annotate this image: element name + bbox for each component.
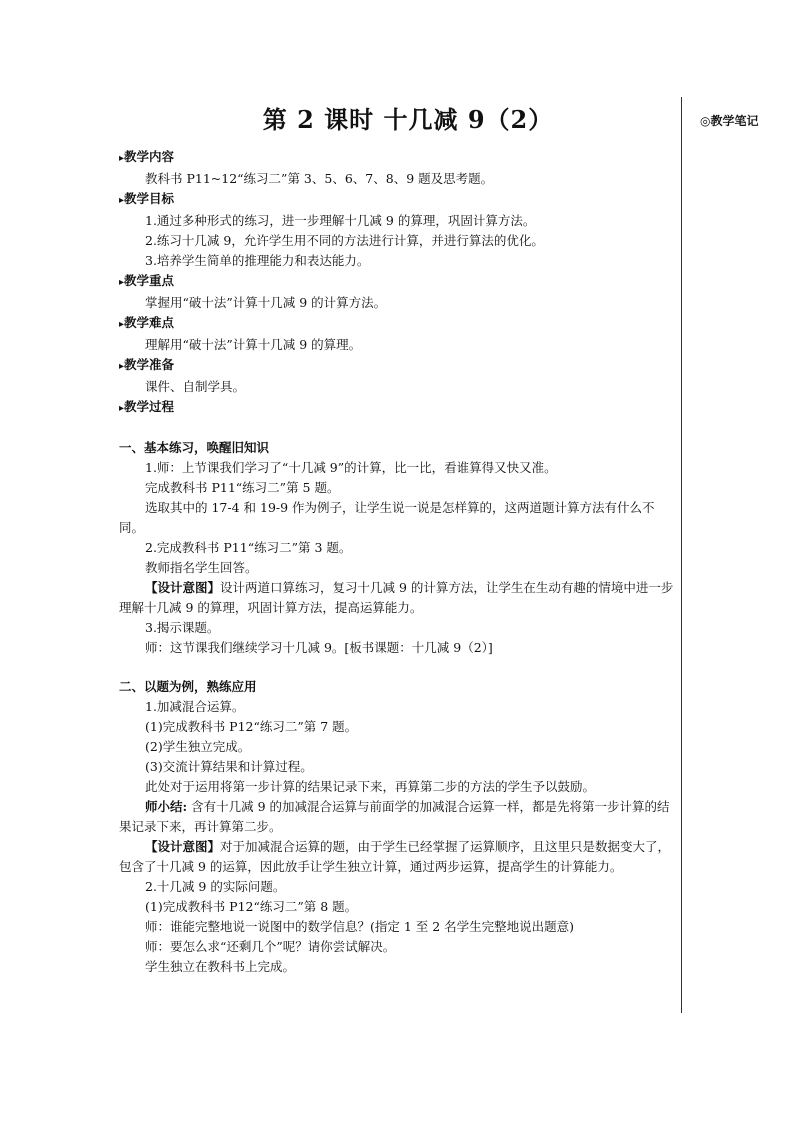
design-intent-label: 【设计意图】 xyxy=(145,839,221,854)
preparation-text: 课件、自制学具。 xyxy=(145,379,246,394)
paragraph: 此处对于运用将第一步计算的结果记录下来，再算第二步的方法的学生予以鼓励。 xyxy=(145,779,596,794)
key-point-text: 掌握用“破十法”计算十几减 9 的计算方法。 xyxy=(145,295,387,310)
bullet-icon: ▸ xyxy=(119,277,125,288)
notes-column-divider xyxy=(681,97,682,1013)
paragraph: 2.十几减 9 的实际问题。 xyxy=(145,879,286,894)
paragraph: 1.师：上节课我们学习了“十几减 9”的计算，比一比，看谁算得又快又准。 xyxy=(145,460,557,475)
section-heading-preparation: ▸教学准备 xyxy=(119,357,175,372)
goal-item: 2.练习十几减 9，允许学生用不同的方法进行计算，并进行算法的优化。 xyxy=(145,233,544,248)
paragraph: (2)学生独立完成。 xyxy=(145,739,251,754)
section-heading-key-points: ▸教学重点 xyxy=(119,273,175,288)
paragraph: 师：要怎么求“还剩几个”呢？请你尝试解决。 xyxy=(145,939,396,954)
design-intent-paragraph: 【设计意图】对于加减混合运算的题，由于学生已经掌握了运算顺序，且这里只是数据变大了，包含了十几减 9 的运算，因此放手让学生独立计算，通过两步运算，提高学生的计算能力。 xyxy=(119,839,671,874)
goal-item: 3.培养学生简单的推理能力和表达能力。 xyxy=(145,253,370,268)
paragraph: 完成教科书 P11“练习二”第 5 题。 xyxy=(145,480,340,495)
design-intent-label: 【设计意图】 xyxy=(145,580,221,595)
paragraph: 1.加减混合运算。 xyxy=(145,699,245,714)
goal-item: 1.通过多种形式的练习，进一步理解十几减 9 的算理，巩固计算方法。 xyxy=(145,213,536,228)
paragraph: (1)完成教科书 P12“练习二”第 8 题。 xyxy=(145,899,358,914)
paragraph: 3.揭示课题。 xyxy=(145,620,220,635)
lesson-plan-body xyxy=(119,100,677,977)
paragraph: 选取其中的 17-4 和 19-9 作为例子，让学生说一说是怎样算的，这两道题计算方法有什么不同。 xyxy=(119,500,655,535)
section-heading-goals: ▸教学目标 xyxy=(119,191,175,206)
section-heading-difficulty: ▸教学难点 xyxy=(119,315,175,330)
paragraph: 师：谁能完整地说一说图中的数学信息？(指定 1 至 2 名学生完整地说出题意) xyxy=(145,919,575,934)
part1-heading: 一、基本练习，唤醒旧知识 xyxy=(119,440,270,455)
part2-heading: 二、以题为例，熟练应用 xyxy=(119,679,257,694)
bullet-icon: ▸ xyxy=(119,403,125,414)
paragraph: (1)完成教科书 P12“练习二”第 7 题。 xyxy=(145,719,358,734)
teacher-summary-label: 师小结: xyxy=(145,799,188,814)
teaching-notes-label: ◎教学笔记 xyxy=(700,114,759,128)
teacher-summary-paragraph: 师小结: 含有十几减 9 的加减混合运算与前面学的加减混合运算一样，都是先将第一步计算的结果记录下来，再计算第二步。 xyxy=(119,799,670,834)
page-title: 第 2 课时 十几减 9（2） xyxy=(262,105,554,134)
bullet-icon: ▸ xyxy=(119,153,125,164)
difficulty-text: 理解用“破十法”计算十几减 9 的算理。 xyxy=(145,337,362,352)
bullet-icon: ▸ xyxy=(119,361,125,372)
section-heading-content: ▸教学内容 xyxy=(119,149,175,164)
content-text: 教科书 P11~12“练习二”第 3、5、6、7、8、9 题及思考题。 xyxy=(145,171,494,186)
paragraph: 2.完成教科书 P11“练习二”第 3 题。 xyxy=(145,540,352,555)
design-intent-paragraph: 【设计意图】设计两道口算练习，复习十几减 9 的计算方法，让学生在生动有趣的情境中进一步理解十几减 9 的算理，巩固计算方法，提高运算能力。 xyxy=(119,580,674,615)
section-heading-process: ▸教学过程 xyxy=(119,399,175,414)
bullet-icon: ▸ xyxy=(119,195,125,206)
bullet-icon: ▸ xyxy=(119,319,125,330)
paragraph: 师：这节课我们继续学习十几减 9。[板书课题：十几减 9（2）] xyxy=(145,640,493,655)
paragraph: (3)交流计算结果和计算过程。 xyxy=(145,759,313,774)
paragraph: 教师指名学生回答。 xyxy=(145,560,258,575)
paragraph: 学生独立在教科书上完成。 xyxy=(145,959,296,974)
